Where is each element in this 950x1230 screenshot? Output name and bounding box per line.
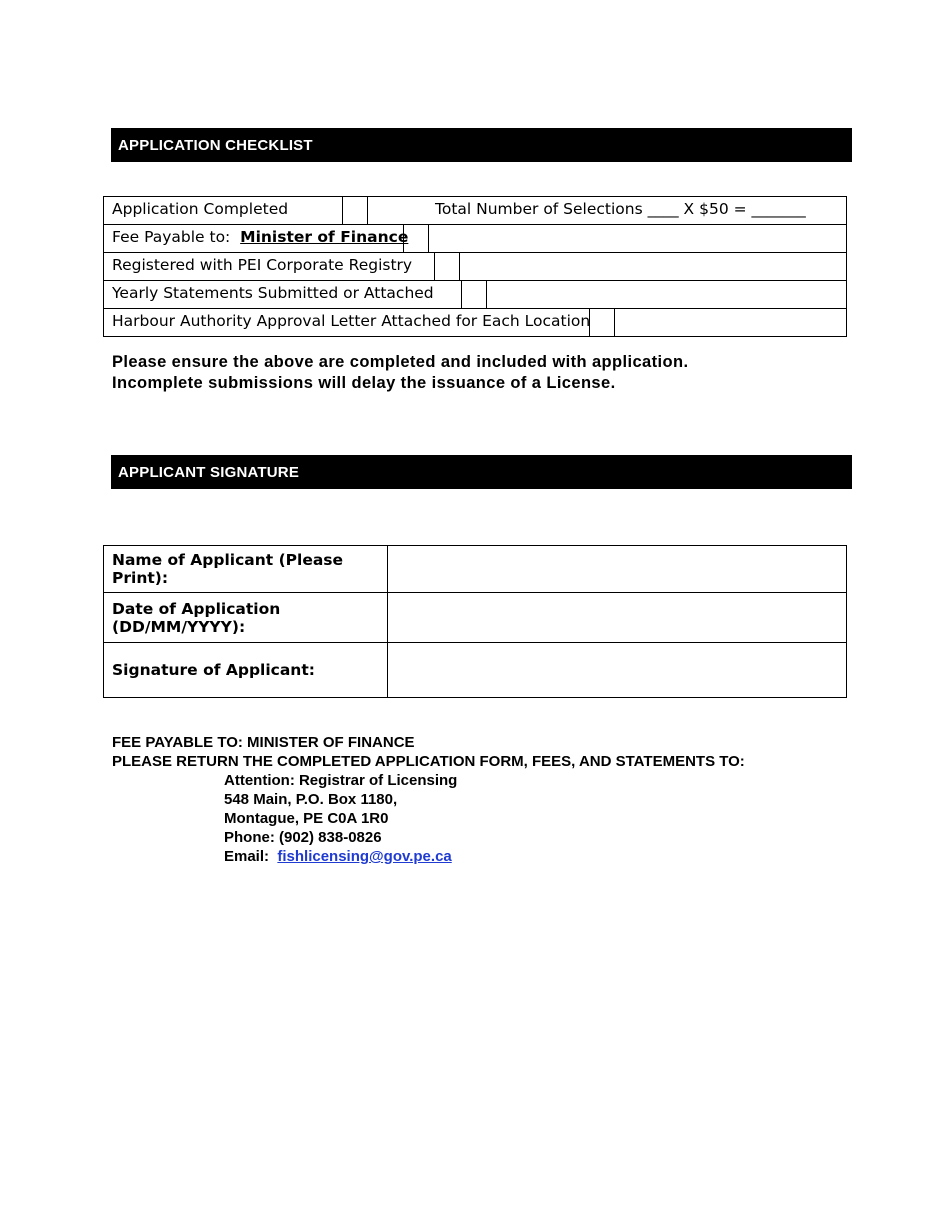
checklist-heading: APPLICATION CHECKLIST [111, 128, 852, 162]
signature-row-name [104, 546, 847, 593]
signature-row-signature [104, 643, 847, 698]
name-input[interactable] [388, 546, 847, 593]
signature-row-date [104, 593, 847, 643]
address-line-2: Montague, PE C0A 1R0 [224, 810, 389, 827]
address-line-1: 548 Main, P.O. Box 1180, [224, 791, 398, 808]
checklist-row-harbour-authority [104, 308, 846, 336]
total-selections-text: Total Number of Selections ____ X $50 = _______ [435, 200, 806, 218]
email-label: Email: [224, 848, 270, 865]
checkbox-corporate-registry[interactable] [434, 253, 460, 280]
fee-payable-line: FEE PAYABLE TO: MINISTER OF FINANCE [112, 734, 415, 751]
checklist-table [103, 196, 847, 337]
checklist-row-fee-payable [104, 224, 846, 252]
attention-line: Attention: Registrar of Licensing [224, 772, 458, 789]
checklist-label: Registered with PEI Corporate Registry [112, 256, 413, 274]
checklist-label: Yearly Statements Submitted or Attached [112, 284, 434, 302]
checklist-label [112, 228, 408, 246]
signature-input[interactable] [388, 643, 847, 698]
mailing-address [112, 771, 745, 866]
checklist-row-yearly-statements [104, 280, 846, 308]
date-input[interactable] [388, 593, 847, 643]
checklist-label: Harbour Authority Approval Letter Attached for Each Location [112, 312, 591, 330]
signature-table [103, 545, 847, 698]
phone-line: Phone: (902) 838-0826 [224, 829, 382, 846]
checklist-row-corporate-registry [104, 252, 846, 280]
name-label: Name of Applicant (Please Print): [104, 546, 388, 593]
checklist-notice [112, 352, 688, 394]
return-line: PLEASE RETURN THE COMPLETED APPLICATION FORM, FEES, AND STATEMENTS TO: [112, 753, 745, 770]
email-link[interactable]: fishlicensing@gov.pe.ca [277, 848, 452, 865]
return-instructions [112, 733, 745, 866]
fee-payable-prefix: Fee Payable to: [112, 228, 241, 246]
email-line [224, 847, 745, 866]
signature-heading: APPLICANT SIGNATURE [111, 455, 852, 489]
date-label: Date of Application (DD/MM/YYYY): [104, 593, 388, 643]
signature-label: Signature of Applicant: [104, 643, 388, 698]
checklist-row-application-completed [104, 197, 846, 224]
checklist-label: Application Completed [112, 200, 289, 218]
notice-line-1: Please ensure the above are completed and included with application. [112, 353, 689, 371]
checkbox-yearly-statements[interactable] [461, 281, 487, 308]
notice-line-2: Incomplete submissions will delay the issuance of a License. [112, 374, 616, 392]
checkbox-harbour-authority[interactable] [589, 309, 615, 336]
fee-payable-recipient: Minister of Finance [240, 228, 409, 246]
checkbox-application-completed[interactable] [342, 197, 368, 224]
checkbox-fee-payable[interactable] [403, 225, 429, 252]
